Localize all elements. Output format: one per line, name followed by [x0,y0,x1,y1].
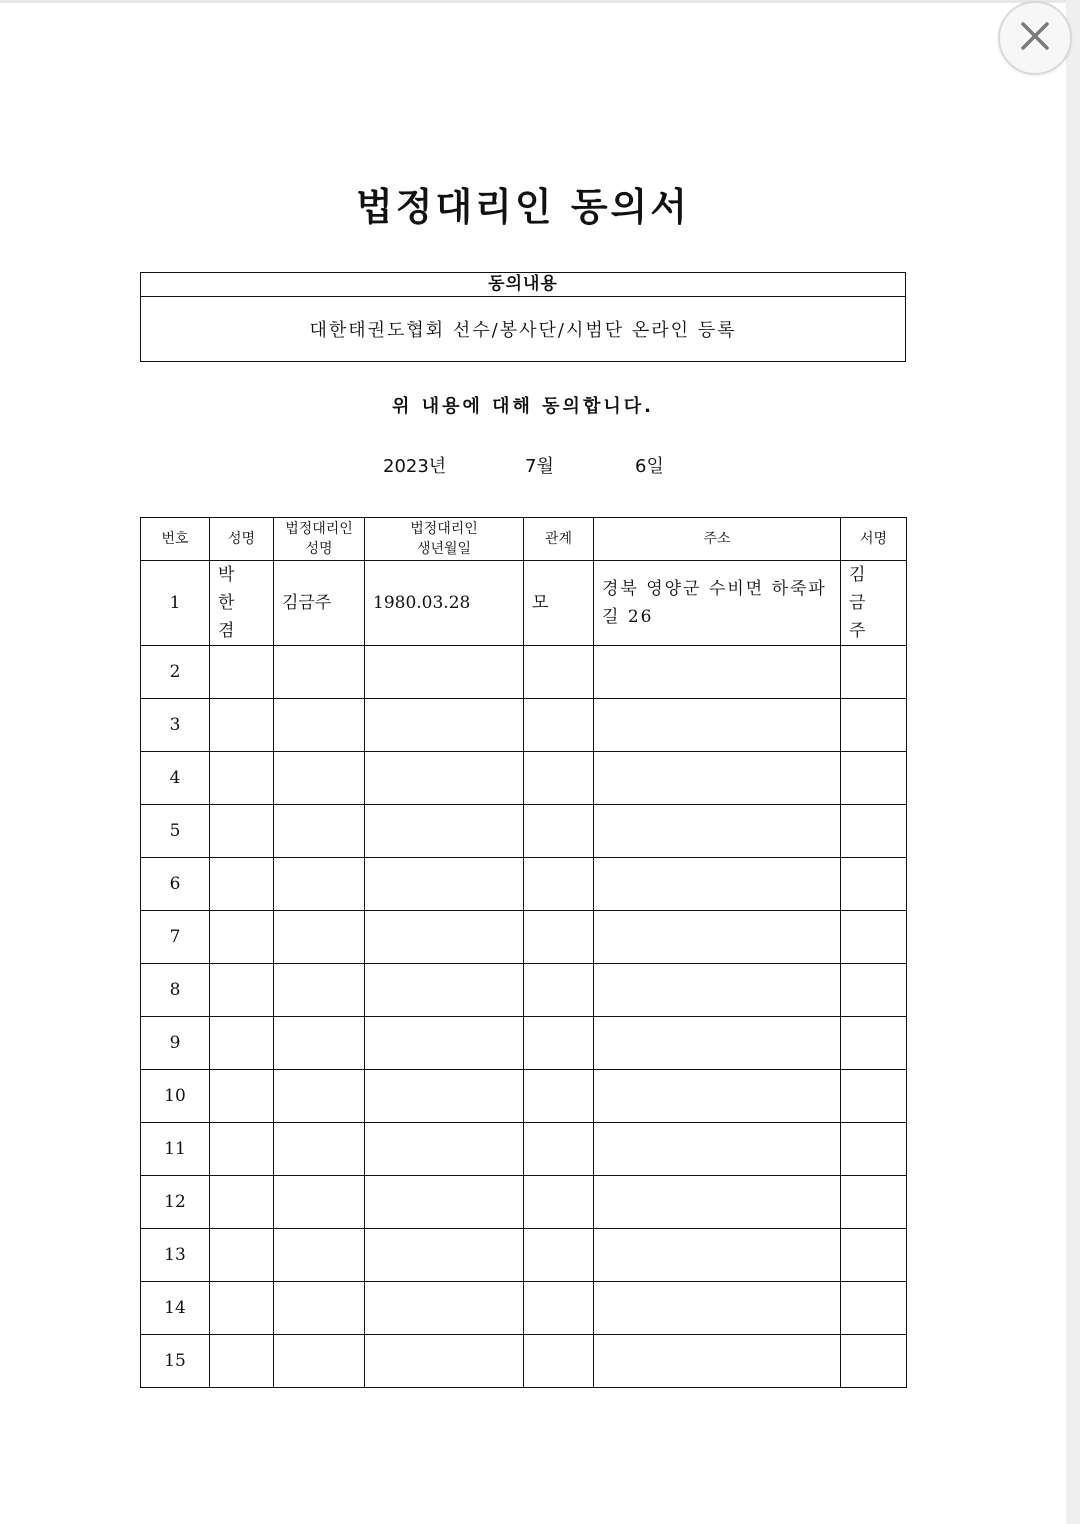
cell-address [594,911,841,964]
cell-address [594,1017,841,1070]
cell-guardian-birth [365,1017,524,1070]
cell-guardian-name [274,1335,365,1388]
cell-guardian-name [274,1070,365,1123]
cell-guardian-birth: 1980.03.28 [365,561,524,646]
cell-signature [841,805,907,858]
cell-name [210,1229,274,1282]
header-guardian-birth: 법정대리인 생년월일 [365,518,524,561]
cell-relation [524,1229,594,1282]
cell-signature [841,1017,907,1070]
cell-no: 10 [141,1070,210,1123]
cell-name [210,1017,274,1070]
table-row [141,752,907,805]
cell-guardian-name [274,911,365,964]
cell-name [210,752,274,805]
table-row [141,1335,907,1388]
cell-guardian-birth [365,1335,524,1388]
cell-no: 9 [141,1017,210,1070]
cell-guardian-birth [365,1123,524,1176]
cell-name: 박 한 겸 [210,561,274,646]
consent-content: 대한태권도협회 선수/봉사단/시범단 온라인 등록 [309,319,737,341]
cell-signature [841,646,907,699]
cell-signature [841,1335,907,1388]
table-row [141,858,907,911]
cell-no: 13 [141,1229,210,1282]
cell-relation [524,1070,594,1123]
cell-signature [841,911,907,964]
cell-signature [841,964,907,1017]
cell-guardian-name [274,964,365,1017]
cell-name [210,858,274,911]
cell-guardian-birth [365,805,524,858]
cell-no: 1 [141,561,210,646]
header-name: 성명 [210,518,274,561]
registration-table [140,517,907,1388]
cell-signature [841,752,907,805]
cell-no: 3 [141,699,210,752]
table-row [141,1176,907,1229]
cell-guardian-birth [365,1176,524,1229]
consent-box [140,272,906,362]
cell-guardian-birth [365,1229,524,1282]
cell-address: 경북 영양군 수비면 하죽파길 26 [594,561,841,646]
cell-guardian-birth [365,752,524,805]
header-address: 주소 [594,518,841,561]
cell-relation [524,1335,594,1388]
cell-address [594,1176,841,1229]
table-row [141,1070,907,1123]
cell-guardian-name [274,699,365,752]
cell-relation [524,1123,594,1176]
consent-header: 동의내용 [141,273,905,297]
table-row [141,805,907,858]
cell-address [594,1229,841,1282]
cell-no: 2 [141,646,210,699]
cell-name [210,1176,274,1229]
cell-guardian-name [274,805,365,858]
document-title: 법정대리인 동의서 [356,185,690,229]
cell-name [210,911,274,964]
cell-guardian-birth [365,1282,524,1335]
cell-name [210,1282,274,1335]
cell-signature [841,1070,907,1123]
cell-no: 7 [141,911,210,964]
table-header-row [141,518,907,561]
close-icon [1018,19,1052,57]
cell-no: 8 [141,964,210,1017]
cell-relation: 모 [524,561,594,646]
cell-no: 6 [141,858,210,911]
cell-relation [524,646,594,699]
date-year: 2023년 [383,456,447,477]
cell-relation [524,964,594,1017]
cell-name [210,1123,274,1176]
close-button[interactable] [998,1,1072,75]
cell-guardian-name [274,1176,365,1229]
table-body [141,561,907,1388]
table-row [141,561,907,646]
cell-name [210,1335,274,1388]
cell-address [594,752,841,805]
cell-address [594,1070,841,1123]
cell-guardian-birth [365,1070,524,1123]
table-row [141,699,907,752]
cell-guardian-birth [365,858,524,911]
cell-signature [841,1176,907,1229]
cell-relation [524,911,594,964]
cell-guardian-birth [365,911,524,964]
cell-no: 4 [141,752,210,805]
cell-name [210,1070,274,1123]
cell-name [210,646,274,699]
cell-no: 5 [141,805,210,858]
cell-address [594,964,841,1017]
cell-signature [841,1229,907,1282]
scroll-edge [1066,0,1080,1524]
cell-relation [524,805,594,858]
header-relation: 관계 [524,518,594,561]
cell-no: 14 [141,1282,210,1335]
cell-guardian-name [274,1123,365,1176]
table-row [141,1123,907,1176]
cell-address [594,646,841,699]
cell-no: 12 [141,1176,210,1229]
cell-relation [524,752,594,805]
date-month: 7월 [525,456,554,477]
header-no: 번호 [141,518,210,561]
cell-guardian-name [274,1282,365,1335]
cell-guardian-birth [365,699,524,752]
cell-guardian-birth [365,964,524,1017]
table-row [141,1017,907,1070]
cell-address [594,1335,841,1388]
cell-relation [524,1282,594,1335]
cell-no: 15 [141,1335,210,1388]
cell-relation [524,699,594,752]
cell-guardian-birth [365,646,524,699]
cell-guardian-name [274,752,365,805]
cell-guardian-name: 김금주 [274,561,365,646]
cell-relation [524,1017,594,1070]
cell-relation [524,1176,594,1229]
table-row [141,911,907,964]
cell-signature [841,1123,907,1176]
table-row [141,1282,907,1335]
cell-name [210,805,274,858]
cell-guardian-name [274,1229,365,1282]
agree-statement: 위 내용에 대해 동의합니다. [392,396,654,417]
cell-signature [841,699,907,752]
cell-guardian-name [274,646,365,699]
header-guardian-name: 법정대리인 성명 [274,518,365,561]
cell-relation [524,858,594,911]
cell-address [594,699,841,752]
table-row [141,1229,907,1282]
cell-guardian-name [274,858,365,911]
cell-address [594,805,841,858]
header-signature: 서명 [841,518,907,561]
cell-signature [841,858,907,911]
cell-address [594,1123,841,1176]
cell-no: 11 [141,1123,210,1176]
top-divider [0,0,1080,3]
cell-guardian-name [274,1017,365,1070]
cell-name [210,699,274,752]
cell-signature [841,1282,907,1335]
cell-name [210,964,274,1017]
cell-address [594,858,841,911]
cell-address [594,1282,841,1335]
table-row [141,964,907,1017]
date-day: 6일 [635,456,664,477]
table-row [141,646,907,699]
cell-signature: 김 금 주 [841,561,907,646]
